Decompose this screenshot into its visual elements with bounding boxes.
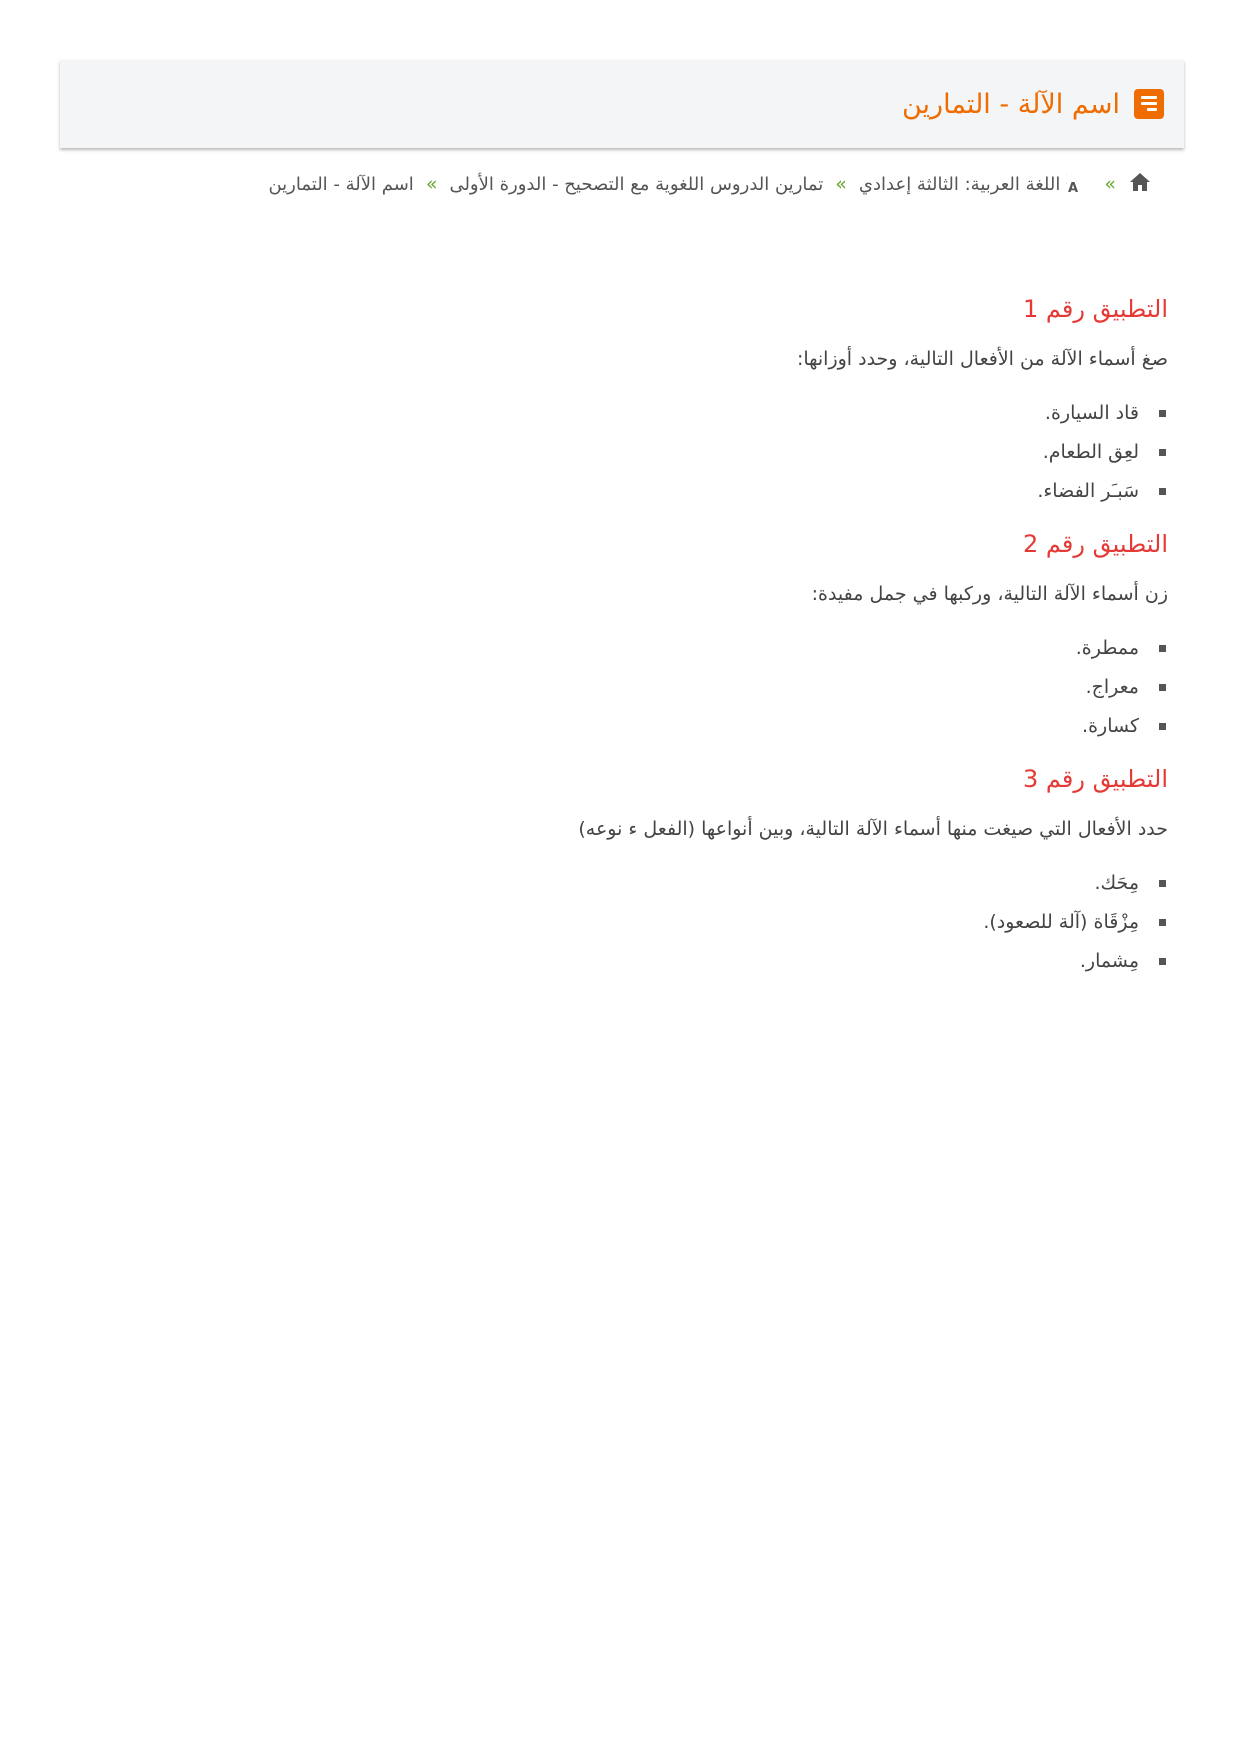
- list-item-text: مِحَك.: [1094, 872, 1139, 894]
- bullet-icon: [1159, 723, 1166, 730]
- list-item-text: معراج.: [1085, 676, 1139, 698]
- breadcrumb-separator: »: [425, 173, 438, 195]
- breadcrumb-separator: »: [835, 173, 847, 195]
- bullet-icon: [1159, 410, 1166, 417]
- breadcrumb-item-exercises[interactable]: تمارين الدروس اللغوية مع التصحيح - الدورة الأولى: [449, 173, 824, 195]
- list-item-text: كسارة.: [1082, 715, 1139, 737]
- bullet-icon: [1159, 449, 1166, 456]
- bullet-icon: [1159, 880, 1166, 887]
- bullet-icon: [1159, 645, 1166, 652]
- exercise-content: [88, 290, 1168, 995]
- list-item: [88, 472, 1168, 511]
- list-item: [88, 394, 1168, 433]
- breadcrumb: [268, 166, 1152, 202]
- section-heading: التطبيق رقم 3: [1023, 765, 1168, 793]
- page-header: [60, 60, 1184, 148]
- exercise-section-3: [88, 760, 1168, 981]
- page-title: اسم الآلة - التمارين: [901, 88, 1120, 120]
- list-item: [88, 668, 1168, 707]
- home-icon[interactable]: [1128, 171, 1152, 198]
- list-item-text: لعِق الطعام.: [1042, 441, 1139, 463]
- bullet-icon: [1159, 488, 1166, 495]
- section-prompt: حدد الأفعال التي صيغت منها أسماء الآلة التالية، وبين أنواعها (الفعل ء نوعه): [578, 818, 1168, 840]
- bullet-icon: [1159, 684, 1166, 691]
- list-item-text: سَبـَر الفضاء.: [1037, 480, 1139, 502]
- bullet-icon: [1159, 958, 1166, 965]
- breadcrumb-item-course[interactable]: اللغة العربية: الثالثة إعدادي: [858, 173, 1061, 195]
- section-prompt: زن أسماء الآلة التالية، وركبها في جمل مفيدة:: [811, 583, 1168, 605]
- list-item: [88, 864, 1168, 903]
- exercise-section-1: [88, 290, 1168, 511]
- section-prompt: صغ أسماء الآلة من الأفعال التالية، وحدد أوزانها:: [796, 348, 1168, 370]
- exercise-list: [88, 394, 1168, 511]
- list-item: [88, 629, 1168, 668]
- breadcrumb-separator: »: [1104, 173, 1116, 195]
- list-item-text: مِشمار.: [1079, 950, 1139, 972]
- bullet-icon: [1159, 919, 1166, 926]
- list-item: [88, 903, 1168, 942]
- translate-icon: [1066, 170, 1092, 199]
- list-item-text: ممطرة.: [1075, 637, 1139, 659]
- list-item: [88, 433, 1168, 472]
- section-heading: التطبيق رقم 2: [1023, 530, 1168, 558]
- list-item-text: قاد السيارة.: [1044, 402, 1139, 424]
- exercise-list: [88, 864, 1168, 981]
- list-item: [88, 707, 1168, 746]
- document-icon: [1134, 89, 1164, 119]
- svg-text:A: A: [1068, 180, 1079, 194]
- exercise-list: [88, 629, 1168, 746]
- list-item: [88, 942, 1168, 981]
- exercise-section-2: [88, 525, 1168, 746]
- list-item-text: مِزْقَاة (آلة للصعود).: [983, 911, 1139, 933]
- svg-text:文: [1066, 172, 1067, 187]
- section-heading: التطبيق رقم 1: [1023, 295, 1168, 323]
- breadcrumb-item-current: اسم الآلة - التمارين: [268, 173, 414, 195]
